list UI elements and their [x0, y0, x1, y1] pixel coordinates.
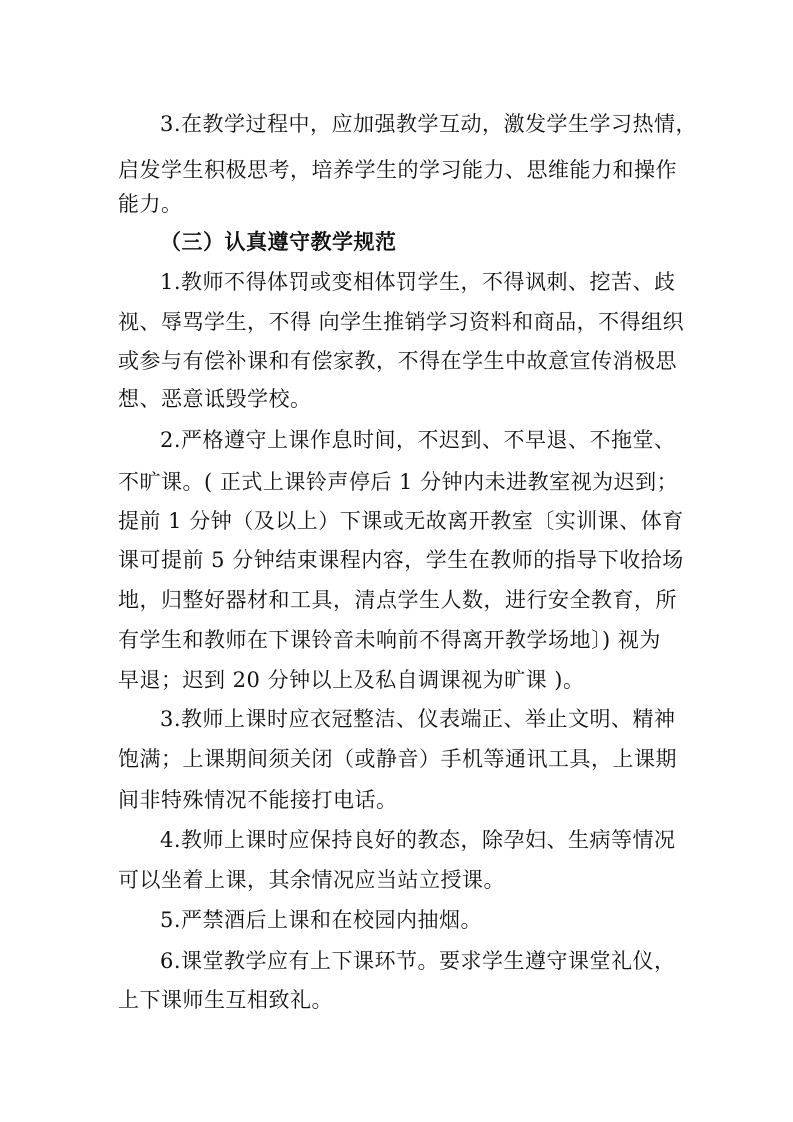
text-line: 间非特殊情况不能接打电话。 [118, 788, 398, 812]
text-line: 有学生和教师在下课铃音未响前不得离开教学场地〕) 视为 [118, 628, 661, 652]
text-line: 视、辱骂学生，不得 向学生推销学习资料和商品，不得组织 [118, 310, 685, 334]
text-line: 地，归整好器材和工具，清点学生人数，进行安全教育，所 [118, 588, 677, 612]
text-line: 不旷课。( 正式上课铃声停后 1 分钟内未进教室视为迟到； [118, 470, 679, 494]
text-line: 2.严格遵守上课作息时间，不迟到、不早退、不拖堂、 [160, 428, 676, 452]
text-line: 6.课堂教学应有上下课环节。要求学生遵守课堂礼仪， [160, 949, 676, 973]
text-line: 饱满；上课期间须关闭（或静音）手机等通讯工具，上课期 [118, 747, 677, 771]
text-line: 3.教师上课时应衣冠整洁、仪表端正、举止文明、精神 [160, 707, 676, 731]
text-line: 启发学生积极思考，培养学生的学习能力、思维能力和操作 [118, 158, 677, 182]
text-line: 课可提前 5 分钟结束课程内容，学生在教师的指导下收拾场 [118, 548, 684, 572]
text-line: 5.严禁酒后上课和在校园内抽烟。 [160, 908, 483, 932]
text-line: 提前 1 分钟（及以上）下课或无故离开教室〔实训课、体育 [118, 509, 684, 533]
text-line: 3.在教学过程中，应加强教学互动，激发学生学习热情， [160, 112, 698, 136]
text-line: 上下课师生互相致礼。 [118, 988, 333, 1012]
text-line: 或参与有偿补课和有偿家教，不得在学生中故意宣传消极思 [118, 349, 677, 373]
text-line: 4.教师上课时应保持良好的教态，除孕妇、生病等情况 [160, 828, 676, 852]
text-line: 想、恶意诋毁学校。 [118, 387, 312, 411]
text-line: 1.教师不得体罚或变相体罚学生，不得讽刺、挖苦、歧 [160, 270, 676, 294]
section-heading: （三）认真遵守教学规范 [160, 230, 397, 254]
text-line: 可以坐着上课，其余情况应当站立授课。 [118, 868, 505, 892]
text-line: 早退；迟到 20 分钟以上及私自调课视为旷课 )。 [118, 668, 585, 692]
text-line: 能力。 [118, 192, 183, 216]
